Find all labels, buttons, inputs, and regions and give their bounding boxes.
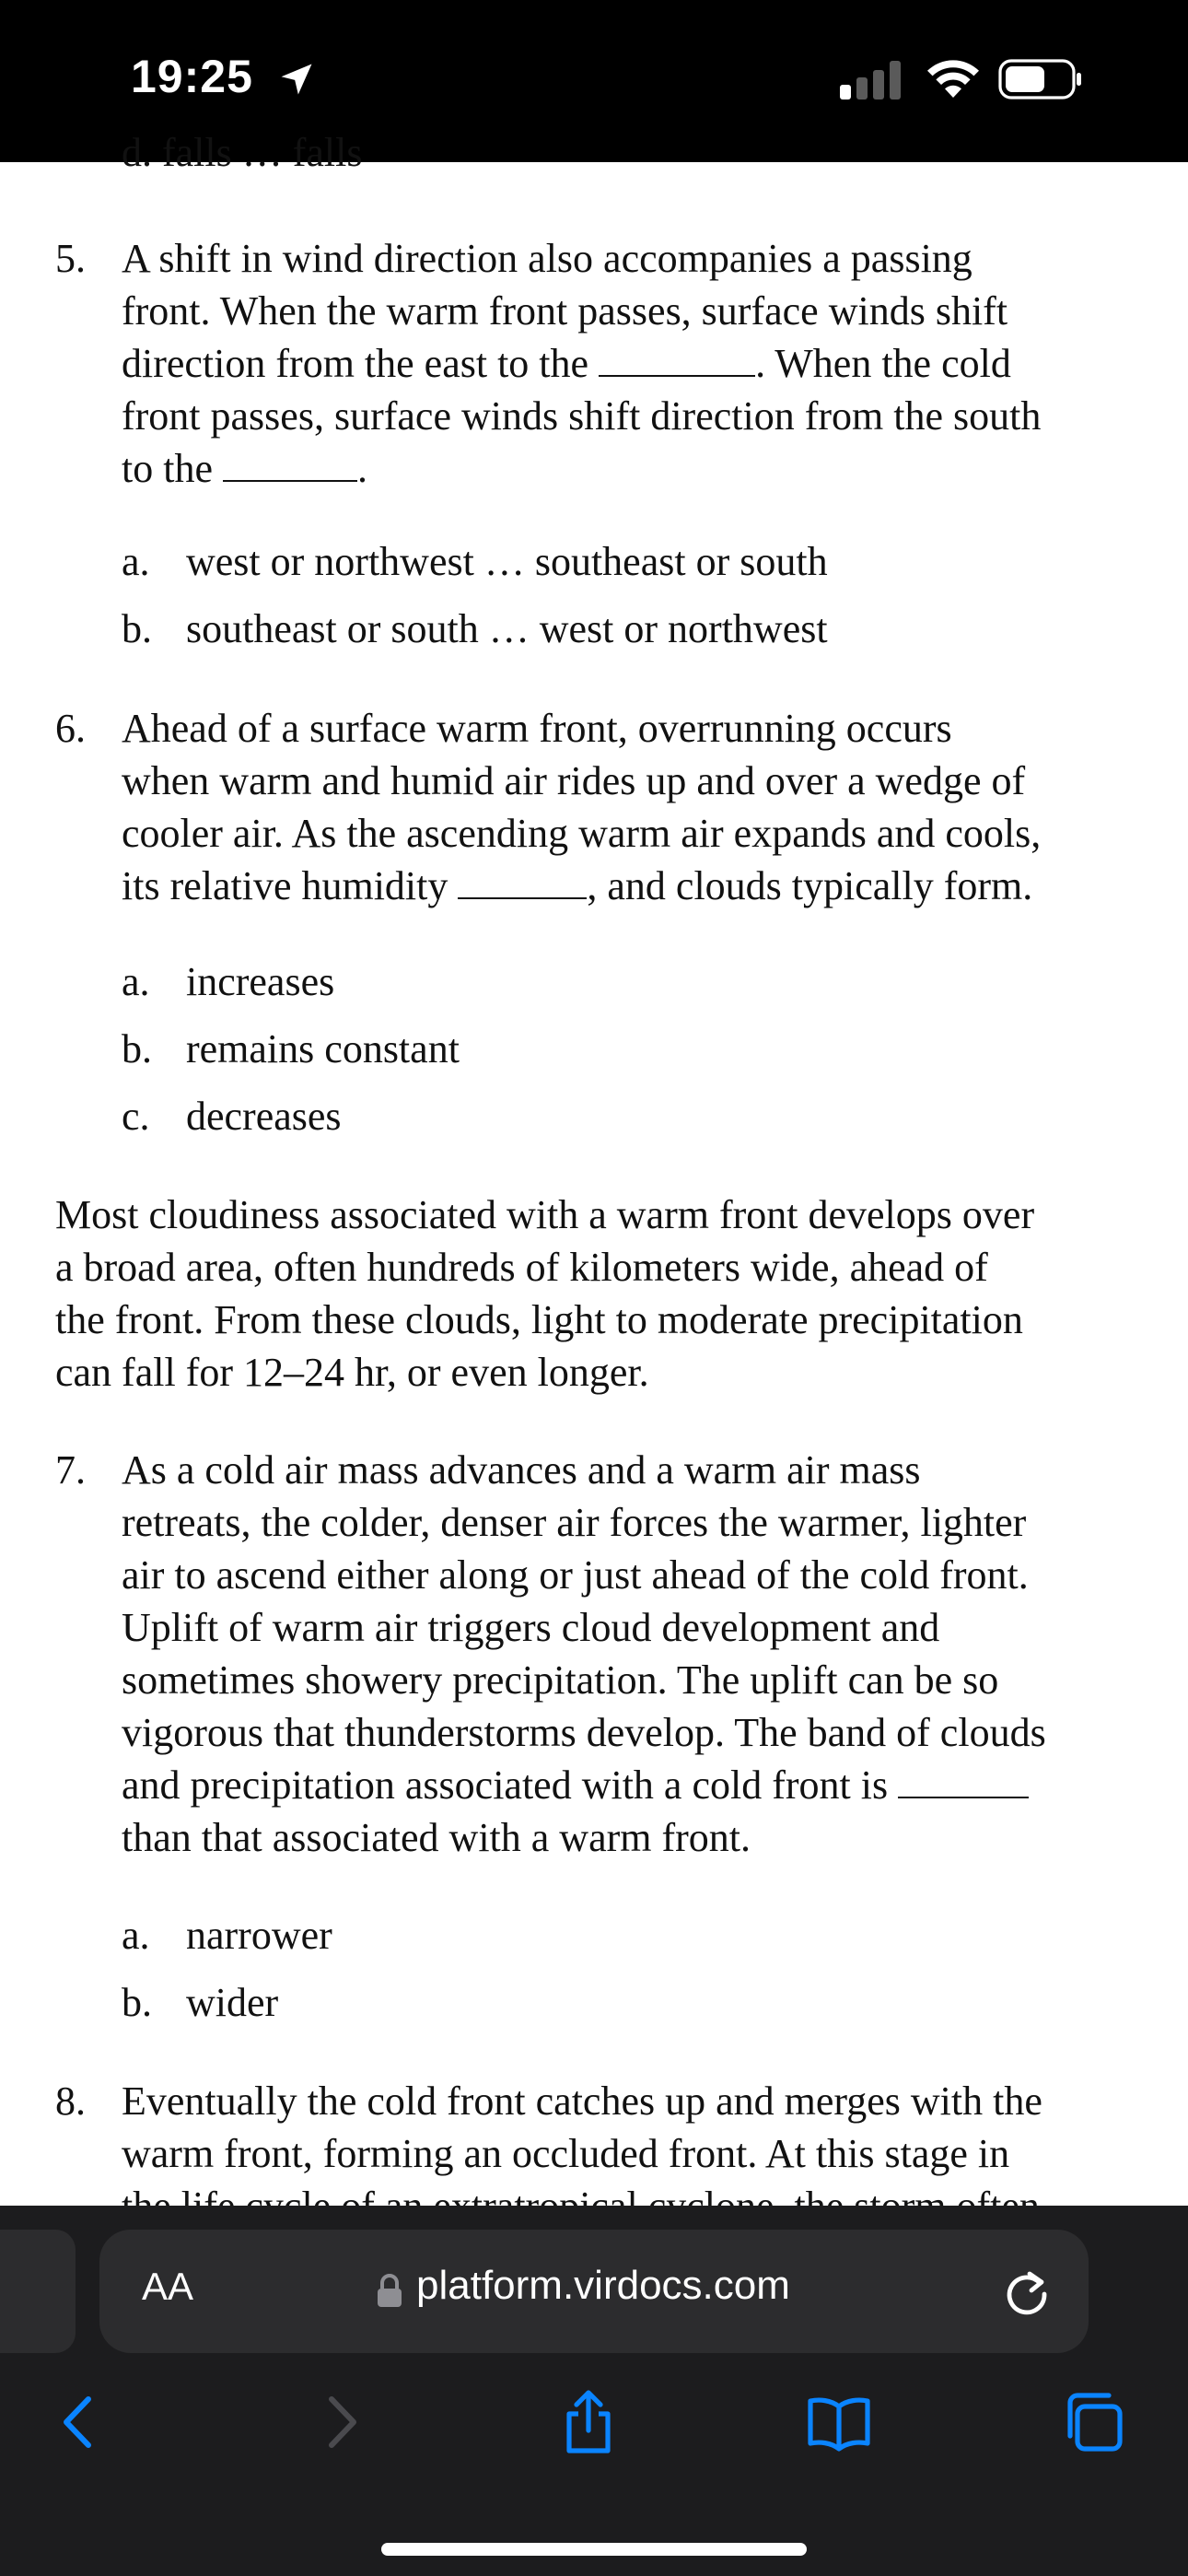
- home-indicator[interactable]: [381, 2543, 807, 2556]
- body-paragraph: Most cloudiness associated with a warm front develops over a broad area, often hundreds of kilometers wide, ahead of the front. From these clouds, light to moderate precipitation can fall for 12–24 hr, or even longer.: [55, 1192, 1035, 1395]
- previous-tab-preview[interactable]: [0, 2230, 76, 2353]
- question-number: 7.: [55, 1447, 86, 1493]
- cellular-signal-icon: [840, 61, 904, 100]
- lock-icon: [376, 2272, 403, 2309]
- share-icon[interactable]: [556, 2390, 621, 2454]
- answer-blank: [898, 1760, 1029, 1798]
- status-time: 19:25: [131, 51, 253, 102]
- question-6: [55, 702, 1142, 912]
- question-5: [55, 232, 1142, 495]
- text-size-button[interactable]: AA: [142, 2265, 194, 2308]
- option-5a[interactable]: a. west or northwest … southeast or south: [122, 539, 828, 584]
- bookmarks-icon[interactable]: [807, 2390, 871, 2454]
- tabs-icon[interactable]: [1061, 2390, 1125, 2454]
- question-number: 5.: [55, 236, 86, 281]
- browser-toolbar: [0, 2206, 1188, 2576]
- option-6b[interactable]: b. remains constant: [122, 1026, 460, 1071]
- answer-blank: [599, 338, 755, 377]
- battery-icon: [998, 59, 1083, 100]
- back-icon[interactable]: [48, 2390, 112, 2454]
- location-arrow-icon: [276, 59, 317, 100]
- question-text: As a cold air mass advances and a warm air mass retreats, the colder, denser air forces the warmer, lighter air to ascend either along or just ahead of the cold front. Uplift of warm air triggers cloud development and sometimes showery precipitation. The uplift can be so vigorous that thunderstorms develop. The band of clouds and precipitation associated with a cold front is than that associated with a warm front.: [122, 1447, 1046, 1860]
- option-6a[interactable]: a. increases: [122, 959, 335, 1004]
- wifi-icon: [925, 57, 982, 101]
- question-text: Ahead of a surface warm front, overrunning occurs when warm and humid air rides up and over a wedge of cooler air. As the ascending warm air expands and cools, its relative humidity , and clouds typically form.: [122, 706, 1042, 908]
- option-6c[interactable]: c. decreases: [122, 1094, 342, 1139]
- option-5b[interactable]: b. southeast or south … west or northwest: [122, 606, 828, 651]
- option-7a[interactable]: a. narrower: [122, 1913, 332, 1958]
- question-text: Eventually the cold front catches up and merges with the warm front, forming an occluded front. At this stage in: [122, 2078, 1042, 2176]
- answer-blank: [223, 443, 357, 482]
- question-text: A shift in wind direction also accompanies a passing front. When the warm front passes, surface winds shift direction from the east to the . When the cold front passes, surface winds shift direction from the south to the .: [122, 236, 1042, 491]
- document-content: [0, 130, 1188, 2206]
- address-bar[interactable]: [99, 2230, 1089, 2353]
- question-7: [55, 1444, 1142, 1864]
- reload-icon[interactable]: [1002, 2266, 1052, 2318]
- forward-icon[interactable]: [308, 2390, 372, 2454]
- cut-off-line: d. falls … falls: [122, 130, 363, 175]
- answer-blank: [458, 861, 587, 899]
- option-7b[interactable]: b. wider: [122, 1980, 279, 2025]
- question-number: 6.: [55, 706, 86, 751]
- question-number: 8.: [55, 2078, 86, 2124]
- url-text[interactable]: platform.virdocs.com: [416, 2263, 790, 2308]
